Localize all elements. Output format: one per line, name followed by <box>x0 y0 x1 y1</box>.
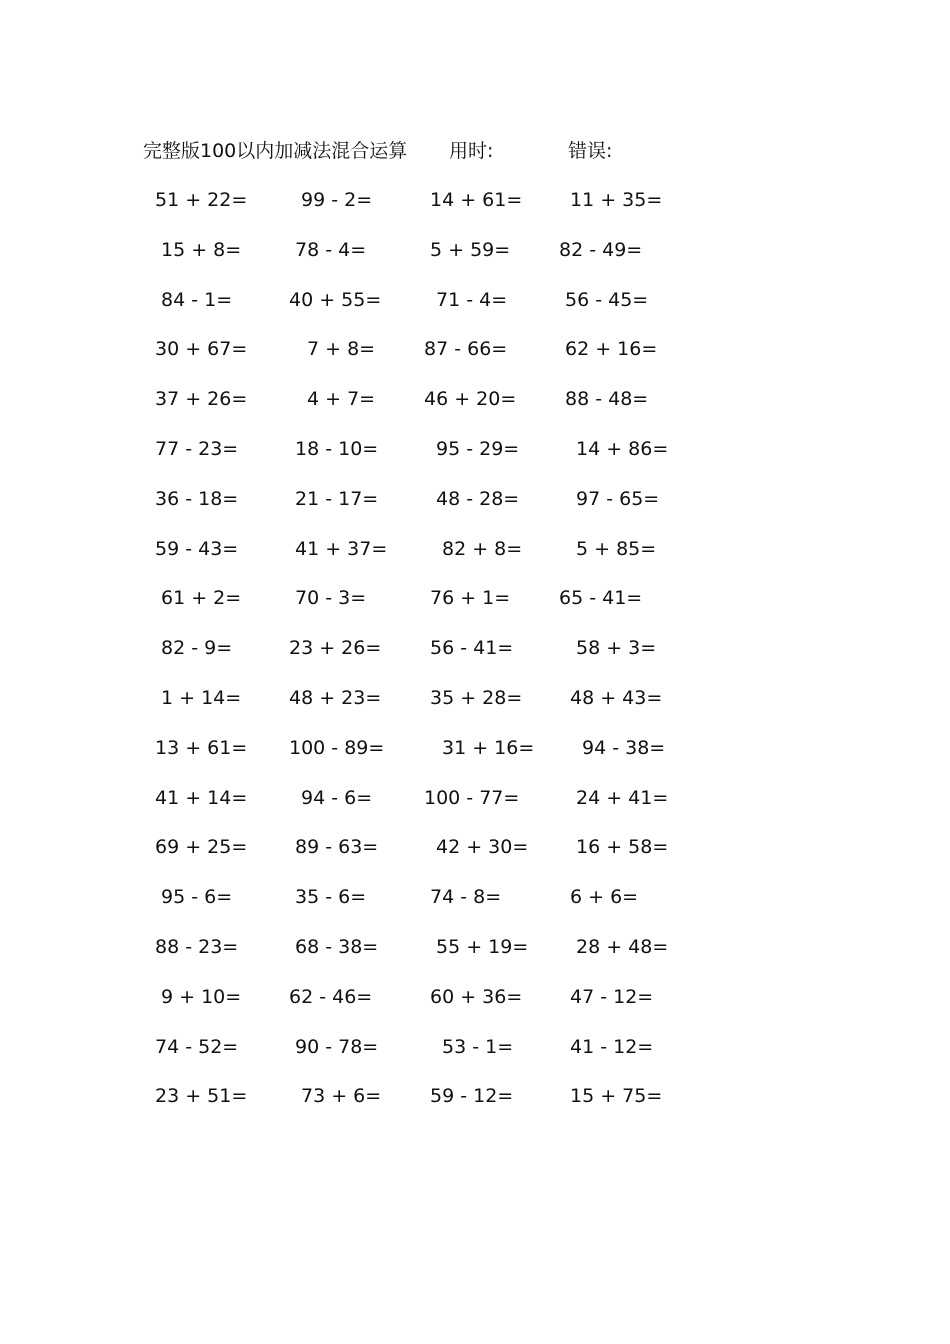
math-problem: 41 - 12= <box>570 1035 654 1058</box>
math-problem: 90 - 78= <box>295 1035 379 1058</box>
math-problem: 95 - 6= <box>161 886 233 909</box>
math-problem: 71 - 4= <box>436 288 508 311</box>
math-problem: 60 + 36= <box>430 985 523 1008</box>
math-problem: 59 - 43= <box>155 537 239 560</box>
math-problem: 94 - 38= <box>582 736 666 759</box>
math-problem: 41 + 37= <box>295 537 388 560</box>
math-problem: 62 + 16= <box>565 338 658 361</box>
math-problem: 56 - 41= <box>430 637 514 660</box>
math-problem: 100 - 89= <box>289 736 385 759</box>
worksheet-header <box>0 137 950 165</box>
math-problem: 7 + 8= <box>307 338 376 361</box>
math-problem: 82 - 9= <box>161 637 233 660</box>
problem-row <box>0 286 950 336</box>
math-problem: 51 + 22= <box>155 189 248 211</box>
math-problem: 48 + 23= <box>289 686 382 709</box>
math-problem: 99 - 2= <box>301 189 373 211</box>
math-problem: 95 - 29= <box>436 437 520 460</box>
math-problem: 94 - 6= <box>301 786 373 809</box>
problem-row <box>0 485 950 535</box>
math-problem: 9 + 10= <box>161 985 242 1008</box>
math-problem: 37 + 26= <box>155 388 248 411</box>
math-problem: 5 + 85= <box>576 537 657 560</box>
math-problem: 77 - 23= <box>155 437 239 460</box>
problem-row <box>0 883 950 933</box>
math-problem: 1 + 14= <box>161 686 242 709</box>
math-problem: 78 - 4= <box>295 238 367 261</box>
math-problem: 74 - 52= <box>155 1035 239 1058</box>
math-problem: 70 - 3= <box>295 587 367 610</box>
math-problem: 65 - 41= <box>559 587 643 610</box>
math-problem: 14 + 61= <box>430 189 523 211</box>
math-problem: 31 + 16= <box>442 736 535 759</box>
problem-row <box>0 833 950 883</box>
math-problem: 23 + 51= <box>155 1085 248 1108</box>
math-problem: 5 + 59= <box>430 238 511 261</box>
math-problem: 82 + 8= <box>442 537 523 560</box>
math-problem: 100 - 77= <box>424 786 520 809</box>
math-problem: 88 - 48= <box>565 388 649 411</box>
problem-row <box>0 684 950 734</box>
math-problem: 24 + 41= <box>576 786 669 809</box>
problem-row <box>0 1082 950 1132</box>
math-problem: 59 - 12= <box>430 1085 514 1108</box>
math-problem: 97 - 65= <box>576 487 660 510</box>
problem-row <box>0 784 950 834</box>
math-problem: 42 + 30= <box>436 836 529 859</box>
problem-row <box>0 734 950 784</box>
math-problem: 88 - 23= <box>155 935 239 958</box>
problem-row <box>0 335 950 385</box>
math-problem: 47 - 12= <box>570 985 654 1008</box>
math-problem: 35 - 6= <box>295 886 367 909</box>
math-problem: 84 - 1= <box>161 288 233 311</box>
problem-row <box>0 236 950 286</box>
problem-row <box>0 584 950 634</box>
problem-row <box>0 385 950 435</box>
math-problem: 61 + 2= <box>161 587 242 610</box>
math-problem: 53 - 1= <box>442 1035 514 1058</box>
math-problem: 23 + 26= <box>289 637 382 660</box>
math-problem: 58 + 3= <box>576 637 657 660</box>
math-problem: 35 + 28= <box>430 686 523 709</box>
math-problem: 30 + 67= <box>155 338 248 361</box>
problem-row <box>0 634 950 684</box>
problem-grid <box>0 186 950 1132</box>
math-problem: 76 + 1= <box>430 587 511 610</box>
math-problem: 89 - 63= <box>295 836 379 859</box>
math-problem: 87 - 66= <box>424 338 508 361</box>
math-problem: 74 - 8= <box>430 886 502 909</box>
math-problem: 48 - 28= <box>436 487 520 510</box>
math-problem: 40 + 55= <box>289 288 382 311</box>
time-label: 用时: <box>449 140 494 162</box>
math-problem: 21 - 17= <box>295 487 379 510</box>
math-problem: 41 + 14= <box>155 786 248 809</box>
math-problem: 4 + 7= <box>307 388 376 411</box>
math-problem: 62 - 46= <box>289 985 373 1008</box>
math-problem: 18 - 10= <box>295 437 379 460</box>
problem-row <box>0 983 950 1033</box>
math-problem: 82 - 49= <box>559 238 643 261</box>
math-problem: 69 + 25= <box>155 836 248 859</box>
problem-row <box>0 435 950 485</box>
math-problem: 6 + 6= <box>570 886 639 909</box>
math-problem: 46 + 20= <box>424 388 517 411</box>
math-problem: 55 + 19= <box>436 935 529 958</box>
problem-row <box>0 933 950 983</box>
math-problem: 13 + 61= <box>155 736 248 759</box>
math-problem: 56 - 45= <box>565 288 649 311</box>
math-problem: 28 + 48= <box>576 935 669 958</box>
math-problem: 68 - 38= <box>295 935 379 958</box>
problem-row <box>0 186 950 236</box>
error-label: 错误: <box>568 140 613 162</box>
math-problem: 15 + 75= <box>570 1085 663 1108</box>
math-problem: 16 + 58= <box>576 836 669 859</box>
math-problem: 36 - 18= <box>155 487 239 510</box>
problem-row <box>0 535 950 585</box>
math-problem: 15 + 8= <box>161 238 242 261</box>
math-problem: 48 + 43= <box>570 686 663 709</box>
math-problem: 73 + 6= <box>301 1085 382 1108</box>
problem-row <box>0 1033 950 1083</box>
worksheet-title: 完整版100以内加减法混合运算 <box>143 140 408 162</box>
math-problem: 11 + 35= <box>570 189 663 211</box>
math-problem: 14 + 86= <box>576 437 669 460</box>
